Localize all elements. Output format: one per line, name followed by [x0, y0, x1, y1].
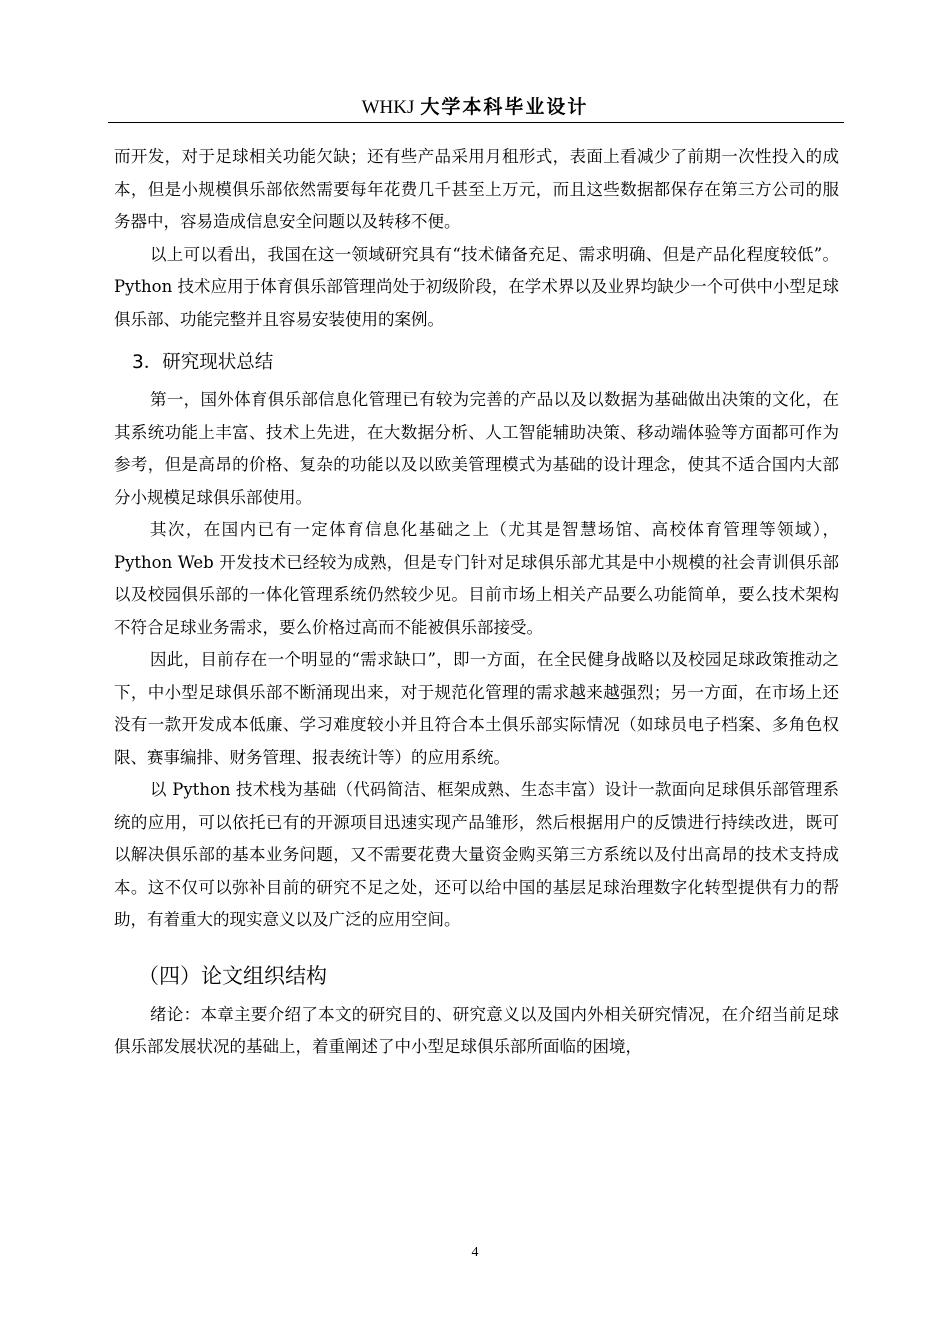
paragraph-second: 其次，在国内已有一定体育信息化基础之上（尤其是智慧场馆、高校体育管理等领域），Python Web 开发技术已经较为成熟，但是专门针对足球俱乐部尤其是中小规模的社会青训俱乐部以及校园俱乐部的一体化管理系统仍然较少见。目前市场上相关产品要么功能简单，要么技术架构不符合足球业务需求，要么价格过高而不能被俱乐部接受。: [114, 520, 839, 637]
paragraph-continued: 而开发，对于足球相关功能欠缺；还有些产品采用月租形式，表面上看减少了前期一次性投入的成本，但是小规模俱乐部依然需要每年花费几千甚至上万元，而且这些数据都保存在第三方公司的服务器中，容易造成信息安全问题以及转移不便。: [114, 147, 839, 231]
paragraph-first: 第一，国外体育俱乐部信息化管理已有较为完善的产品以及以数据为基础做出决策的文化，在其系统功能上丰富、技术上先进，在大数据分析、人工智能辅助决策、移动端体验等方面都可作为参考，但是高昂的价格、复杂的功能以及以欧美管理模式为基础的设计理念，使其不适合国内大部分小规模足球俱乐部使用。: [114, 390, 839, 507]
subsection-heading: 3．研究现状总结: [132, 352, 274, 373]
section-heading: （四）论文组织结构: [138, 963, 327, 988]
page-body: [114, 141, 839, 1064]
paragraph-therefore: 因此，目前存在一个明显的“需求缺口”，即一方面，在全民健身战略以及校园足球政策推动之下，中小型足球俱乐部不断涌现出来，对于规范化管理的需求越来越强烈；另一方面，在市场上还没有一款开发成本低廉、学习难度较小并且符合本土俱乐部实际情况（如球员电子档案、多角色权限、赛事编排、财务管理、报表统计等）的应用系统。: [114, 650, 839, 767]
page-header: [108, 94, 842, 121]
header-prefix: WHKJ: [361, 97, 415, 118]
paragraph-china-summary: 以上可以看出，我国在这一领域研究具有“技术储备充足、需求明确、但是产品化程度较低”。Python 技术应用于体育俱乐部管理尚处于初级阶段，在学术界以及业界均缺少一个可供中小型足球俱乐部、功能完整并且容易安装使用的案例。: [114, 244, 839, 329]
paragraph-intro-chapter: 绪论：本章主要介绍了本文的研究目的、研究意义以及国内外相关研究情况，在介绍当前足球俱乐部发展状况的基础上，着重阐述了中小型足球俱乐部所面临的困境，: [114, 1004, 839, 1056]
page-number: 4: [471, 1245, 479, 1260]
header-rule: [108, 122, 844, 123]
header-title: 大学本科毕业设计: [420, 96, 589, 118]
paragraph-python-stack: 以 Python 技术栈为基础（代码简洁、框架成熟、生态丰富）设计一款面向足球俱乐部管理系统的应用，可以依托已有的开源项目迅速实现产品雏形，然后根据用户的反馈进行持续改进，既可以解决俱乐部的基本业务问题，又不需要花费大量资金购买第三方系统以及付出高昂的技术支持成本。这不仅可以弥补目前的研究不足之处，还可以给中国的基层足球治理数字化转型提供有力的帮助，有着重大的现实意义以及广泛的应用空间。: [114, 780, 839, 929]
